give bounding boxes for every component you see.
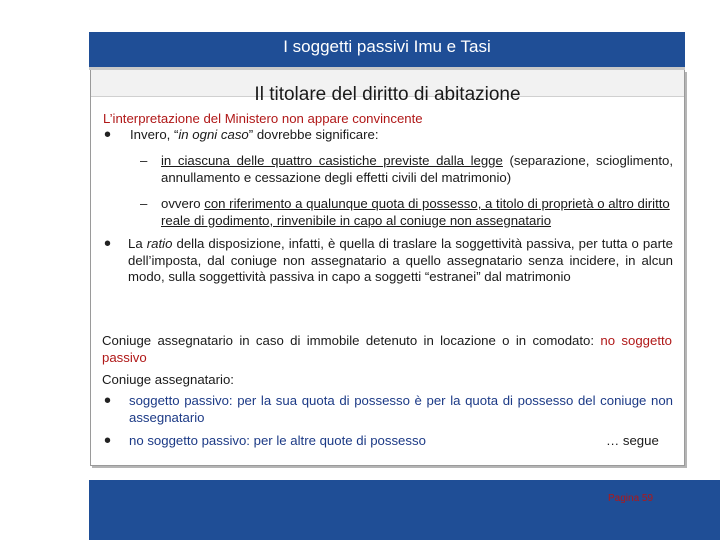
block2-line1: Coniuge assegnatario in caso di immobile detenuto in locazione o in comodato: no soggetto passivo [102, 333, 672, 365]
footer-bar [89, 480, 720, 540]
block2-item1: soggetto passivo: per la sua quota di possesso è per la quota di possesso del coniuge non assegnatario [129, 393, 673, 425]
sub2-dash: – [140, 196, 148, 211]
bullet1-text: Invero, “in ogni caso” dovrebbe significare: [130, 127, 379, 142]
intro-line: L’interpretazione del Ministero non appare convincente [103, 111, 423, 126]
bullet2-text: La ratio della disposizione, infatti, è quella di traslare la soggettività passiva, per tutta o parte dell’imposta, dal coniuge non assegnatario a quello assegnatario senza incidere, in alcun modo, sulla soggettività passiva in capo a soggetti “estranei” dal matrimonio [128, 236, 673, 284]
slide-subtitle: Il titolare del diritto di abitazione [254, 84, 521, 105]
slide-title: I soggetti passivi Imu e Tasi [283, 37, 491, 56]
block2-item2: no soggetto passivo: per le altre quote di possesso [129, 433, 426, 448]
bullet-icon: • [104, 390, 112, 412]
header-bar [89, 32, 685, 70]
segue-label: … segue [606, 433, 659, 448]
page-number: Pagina 59 [608, 493, 654, 504]
block2-line2: Coniuge assegnatario: [102, 372, 234, 387]
bullet-icon: • [104, 124, 112, 146]
bullet-icon: • [104, 430, 112, 452]
sub2-text: ovvero con riferimento a qualunque quota di possesso, a titolo di proprietà o altro diritto reale di godimento, rinvenibile in capo al coniuge non assegnatario [161, 196, 670, 228]
bullet-icon: • [104, 233, 112, 255]
sub1-dash: – [140, 153, 148, 168]
sub1-text: in ciascuna delle quattro casistiche previste dalla legge (separazione, scioglimento, annullamento e cessazione degli effetti civili del matrimonio) [161, 153, 673, 185]
